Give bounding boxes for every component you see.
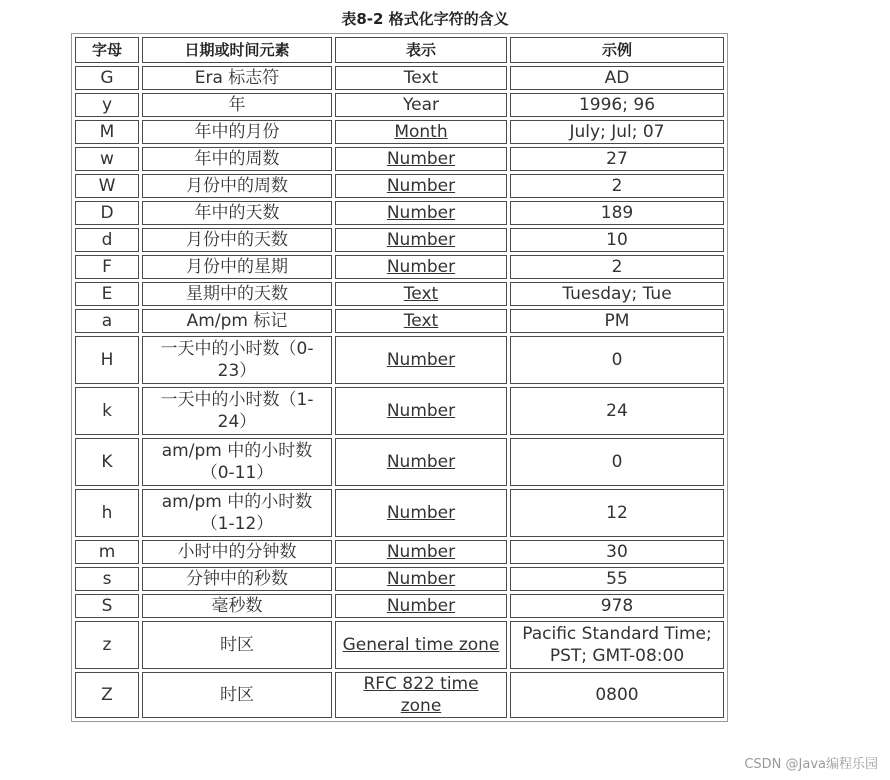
cell-example: AD [510,66,724,90]
table-row [75,438,724,486]
cell-presentation [335,540,507,564]
cell-letter: H [75,336,139,384]
cell-letter: a [75,309,139,333]
cell-element: 小时中的分钟数 [142,540,332,564]
cell-letter: M [75,120,139,144]
table-row [75,672,724,718]
cell-letter: s [75,567,139,591]
cell-example: 24 [510,387,724,435]
cell-example: 2 [510,255,724,279]
table-row [75,255,724,279]
cell-letter: m [75,540,139,564]
cell-element: Era 标志符 [142,66,332,90]
table-row [75,594,724,618]
presentation-link[interactable]: Number [386,542,456,562]
presentation-link[interactable]: Number [386,452,456,472]
cell-presentation [335,228,507,252]
header-presentation: 表示 [335,37,507,63]
table-row [75,120,724,144]
format-characters-table [71,33,728,722]
cell-presentation [335,387,507,435]
cell-example: 30 [510,540,724,564]
table-row [75,174,724,198]
table-row [75,66,724,90]
cell-element: 一天中的小时数（0-23） [142,336,332,384]
cell-example: 978 [510,594,724,618]
cell-example: 1996; 96 [510,93,724,117]
table-row [75,387,724,435]
table-caption: 表8-2 格式化字符的含义 [341,10,509,28]
cell-element: 月份中的天数 [142,228,332,252]
cell-letter: F [75,255,139,279]
cell-letter: z [75,621,139,669]
presentation-link[interactable]: Month [394,122,448,142]
cell-presentation [335,174,507,198]
presentation-link[interactable]: Text [403,311,439,331]
table-row [75,228,724,252]
cell-example: 10 [510,228,724,252]
cell-presentation [335,438,507,486]
cell-presentation [335,201,507,225]
header-element: 日期或时间元素 [142,37,332,63]
cell-presentation [335,93,507,117]
cell-example: July; Jul; 07 [510,120,724,144]
presentation-text: Year [403,95,439,115]
cell-letter: y [75,93,139,117]
table-row [75,282,724,306]
cell-presentation [335,120,507,144]
header-example: 示例 [510,37,724,63]
cell-presentation [335,282,507,306]
cell-letter: d [75,228,139,252]
cell-element: 年中的天数 [142,201,332,225]
cell-letter: K [75,438,139,486]
cell-element: 星期中的天数 [142,282,332,306]
presentation-link[interactable]: Number [386,257,456,277]
table-header-row [75,37,724,63]
cell-presentation [335,66,507,90]
cell-example: 12 [510,489,724,537]
cell-example: 27 [510,147,724,171]
cell-example: PM [510,309,724,333]
cell-presentation [335,594,507,618]
presentation-link[interactable]: Number [386,503,456,523]
cell-presentation [335,489,507,537]
table-row [75,147,724,171]
header-letter: 字母 [75,37,139,63]
cell-element: 时区 [142,621,332,669]
presentation-link[interactable]: Number [386,149,456,169]
cell-presentation [335,309,507,333]
cell-example: 0800 [510,672,724,718]
cell-element: 年中的周数 [142,147,332,171]
cell-letter: D [75,201,139,225]
cell-presentation [335,672,507,718]
presentation-link[interactable]: General time zone [342,635,500,655]
cell-example: 189 [510,201,724,225]
table-row [75,621,724,669]
cell-example: 2 [510,174,724,198]
table-row [75,567,724,591]
cell-letter: w [75,147,139,171]
presentation-link[interactable]: Number [386,596,456,616]
presentation-link[interactable]: Number [386,230,456,250]
cell-presentation [335,336,507,384]
cell-example: 0 [510,438,724,486]
presentation-link[interactable]: Number [386,203,456,223]
cell-letter: W [75,174,139,198]
presentation-link[interactable]: RFC 822 time zone [363,674,479,716]
watermark: CSDN @Java编程乐园 [744,757,878,772]
presentation-link[interactable]: Number [386,401,456,421]
table-row [75,93,724,117]
cell-element: 月份中的周数 [142,174,332,198]
cell-element: 月份中的星期 [142,255,332,279]
cell-letter: S [75,594,139,618]
cell-element: am/pm 中的小时数（0-11） [142,438,332,486]
presentation-link[interactable]: Number [386,176,456,196]
cell-element: 分钟中的秒数 [142,567,332,591]
cell-element: 时区 [142,672,332,718]
cell-element: Am/pm 标记 [142,309,332,333]
cell-element: 毫秒数 [142,594,332,618]
table-row [75,489,724,537]
cell-presentation [335,621,507,669]
cell-example: Tuesday; Tue [510,282,724,306]
presentation-link[interactable]: Number [386,569,456,589]
cell-element: 一天中的小时数（1-24） [142,387,332,435]
presentation-link[interactable]: Number [386,350,456,370]
table-row [75,309,724,333]
cell-element: am/pm 中的小时数（1-12） [142,489,332,537]
cell-example: 55 [510,567,724,591]
presentation-text: Text [403,68,439,88]
cell-example: Pacific Standard Time; PST; GMT-08:00 [510,621,724,669]
cell-presentation [335,147,507,171]
cell-letter: k [75,387,139,435]
cell-element: 年中的月份 [142,120,332,144]
cell-letter: Z [75,672,139,718]
presentation-link[interactable]: Text [403,284,439,304]
cell-example: 0 [510,336,724,384]
table-row [75,201,724,225]
table-row [75,540,724,564]
cell-letter: G [75,66,139,90]
cell-letter: h [75,489,139,537]
cell-presentation [335,567,507,591]
table-row [75,336,724,384]
cell-element: 年 [142,93,332,117]
cell-presentation [335,255,507,279]
cell-letter: E [75,282,139,306]
